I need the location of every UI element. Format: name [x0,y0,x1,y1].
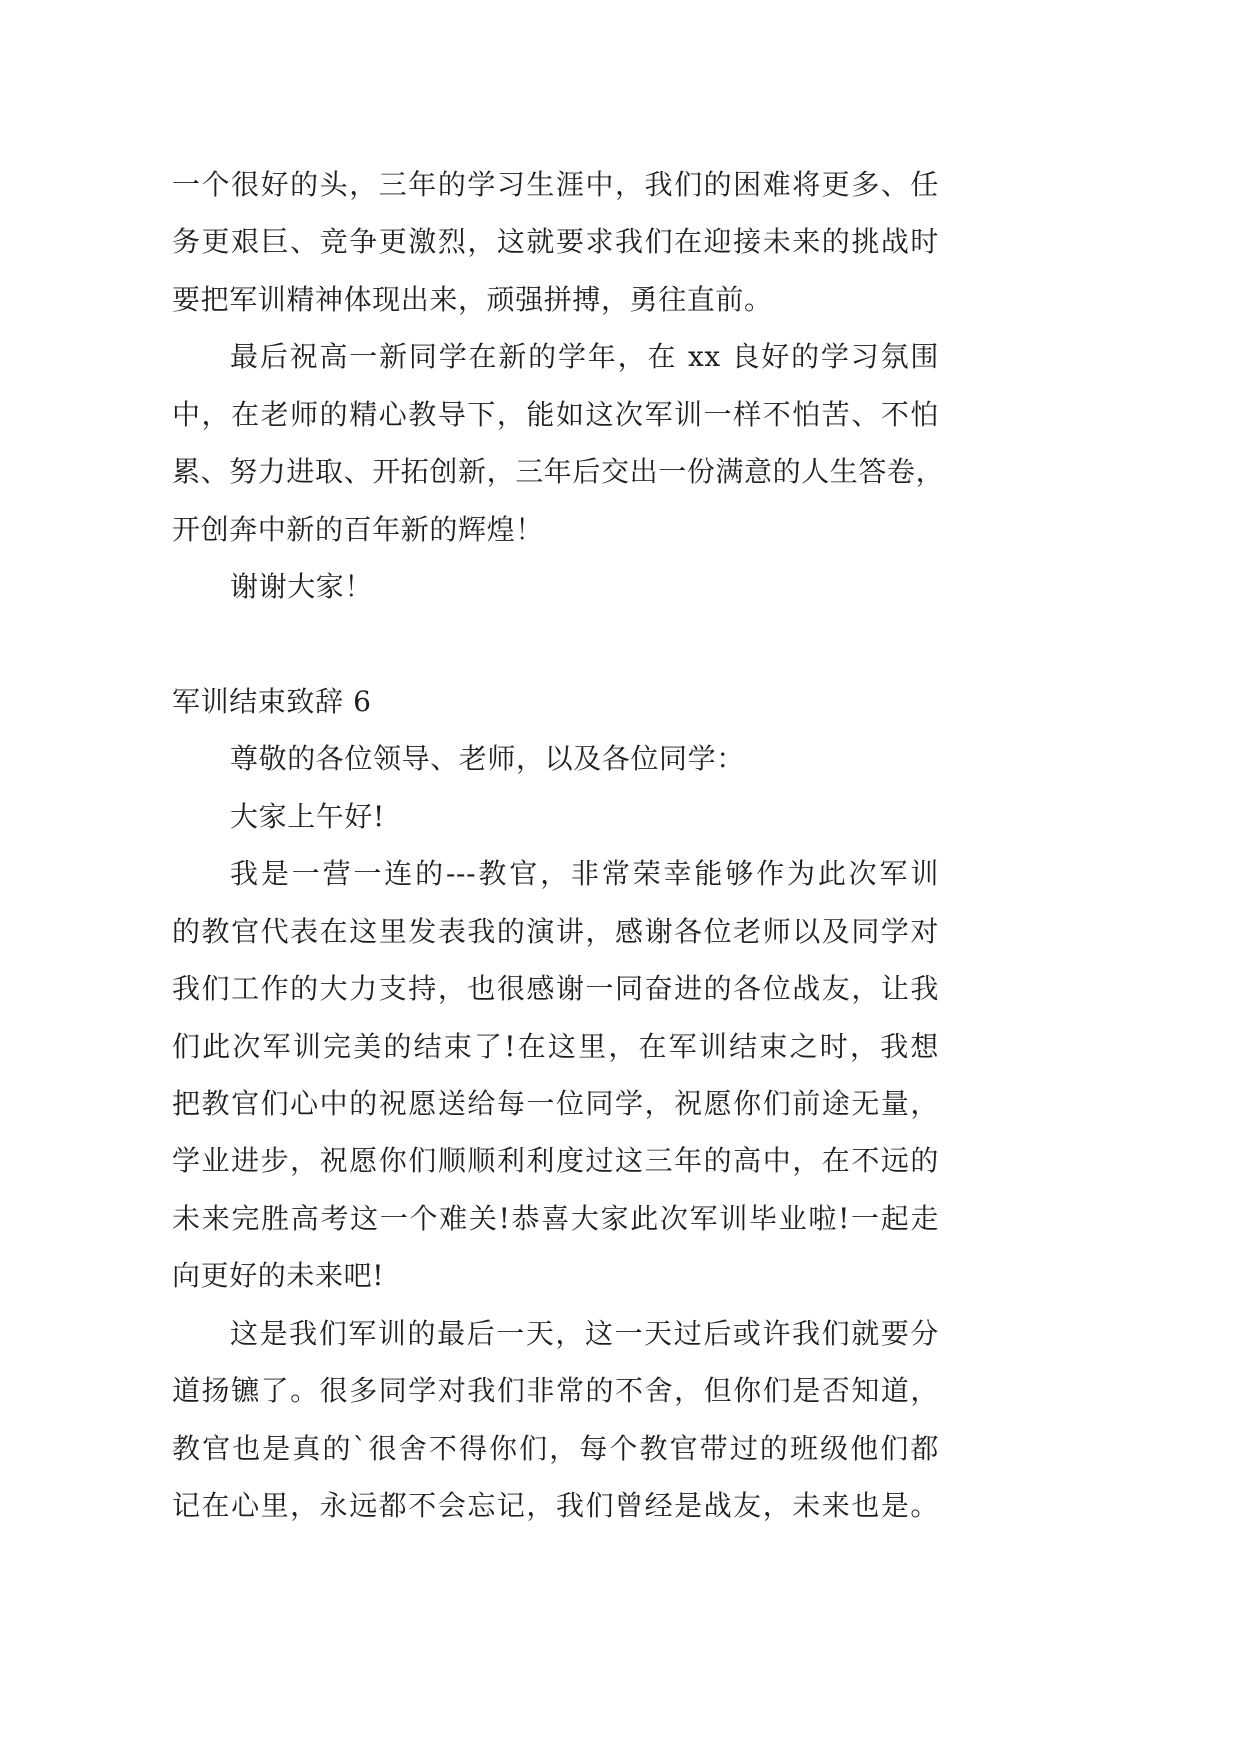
text-line: 一个很好的头，三年的学习生涯中，我们的困难将更多、任 [172,168,939,201]
text-line: 教官也是真的`很舍不得你们，每个教官带过的班级他们都 [172,1431,939,1465]
text-line: 开创奔中新的百年新的辉煌！ [172,512,544,546]
text-line: 我是一营一连的---教官，非常荣幸能够作为此次军训 [230,857,939,891]
text-line: 我们工作的大力支持，也很感谢一同奋进的各位战友，让我 [172,972,939,1006]
document-body [172,156,945,1535]
text-line: 累、努力进取、开拓创新，三年后交出一份满意的人生答卷， [172,455,945,489]
text-line: 向更好的未来吧! [172,1259,385,1293]
paragraph-continued [172,156,939,328]
paragraph-wishes [172,328,945,558]
salutation: 尊敬的各位领导、老师，以及各位同学： [230,742,745,776]
text-line: 未来完胜高考这一个难关!恭喜大家此次军训毕业啦!一起走 [172,1201,939,1235]
paragraph-farewell [172,1305,939,1535]
text-line: 记在心里，永远都不会忘记，我们曾经是战友，未来也是。 [172,1489,939,1523]
text-line: 的教官代表在这里发表我的演讲，感谢各位老师以及同学对 [172,914,939,948]
text-line: 们此次军训完美的结束了!在这里，在军训结束之时，我想 [172,1029,939,1063]
text-line: 道扬镳了。很多同学对我们非常的不舍，但你们是否知道， [172,1374,939,1408]
text-line: 把教官们心中的祝愿送给每一位同学，祝愿你们前途无量， [172,1087,939,1120]
text-line: 这是我们军训的最后一天，这一天过后或许我们就要分 [230,1316,939,1350]
text-line: 中，在老师的精心教导下，能如这次军训一样不怕苦、不怕 [172,397,939,431]
section-title: 军训结束致辞 6 [172,684,372,718]
greeting: 大家上午好! [230,799,385,833]
text-line: 最后祝高一新同学在新的学年，在 xx 良好的学习氛围 [230,340,939,374]
text-line: 务更艰巨、竞争更激烈，这就要求我们在迎接未来的挑战时 [172,225,939,259]
paragraph-intro [172,845,939,1305]
text-line: 学业进步，祝愿你们顺顺利利度过这三年的高中，在不远的 [172,1144,939,1178]
blank-line [172,616,939,673]
text-line: 要把军训精神体现出来，顽强拼搏，勇往直前。 [172,282,773,316]
thanks-line: 谢谢大家！ [230,570,374,604]
